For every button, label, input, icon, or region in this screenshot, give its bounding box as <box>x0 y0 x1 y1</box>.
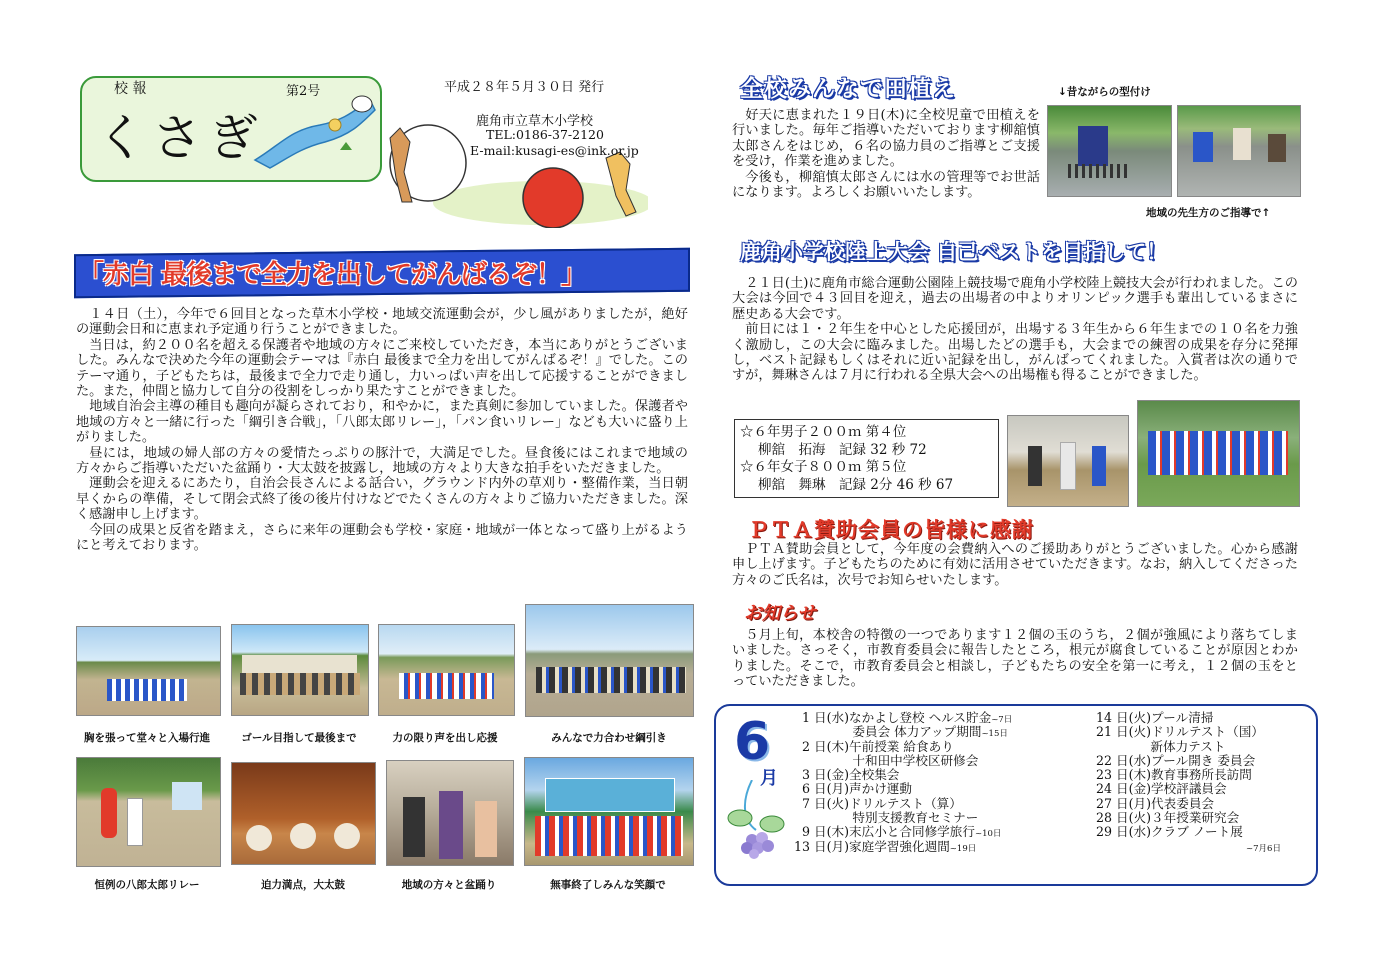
photo-cheer-squad <box>1007 415 1129 507</box>
sports-paragraph: 運動会を迎えるにあたり，自治会長さんによる話合い，グラウンド内外の草刈り・整備作業，当日朝早くからの準備，そして閉会式終了後の後片付けなどでたくさんの方々よりご協力いただきました。深く感謝申し上げます。 <box>76 476 688 523</box>
calendar-entry: 29 日(水)クラブ ノート展 <box>1096 824 1243 840</box>
calendar-entry: 新体力テスト <box>1096 738 1226 754</box>
calendar-entry: 3 日(金)全校集会 <box>802 767 900 783</box>
photo-rice-frame <box>1047 105 1172 197</box>
calendar-entry: 21 日(火)ドリルテスト（国） <box>1096 724 1264 740</box>
photo-tug-of-war <box>525 604 694 717</box>
pta-text: ＰＴＡ賛助会員として，今年度の会費納入へのご援助ありがとうございました。心から感謝申し上げます。子どもたちのために有効に活用させていただきます。なお，納入してくださった方々のご氏名は，次号でお知らせいたします。 <box>732 542 1298 588</box>
notice-headline: お知らせ <box>744 603 816 624</box>
notice-text: ５月上旬，本校舎の特徴の一つであります１２個の玉のうち，２個が強風により落ちてしまいました。さっそく，市教育委員会に報告したところ，根元が腐食していることが原因とわかりました。そこで，市教育委員会と相談し，子どもたちの安全を第一に考え，１２個の玉をとっていただきました。 <box>732 628 1298 690</box>
sports-paragraph: 地域自治会主導の種目も趣向が凝らされており，和やかに，また真剣に参加していました。保護者や地域の方々と一緒に行った「綱引き合戦」，「八郎太郎リレー」，「パン食いリレー」なども大いに盛り上がりました。 <box>76 399 688 446</box>
track-paragraph: ２１日(土)に鹿角市総合運動公園陸上競技場で鹿角小学校陸上競技大会が行われました。この大会は今回で４３回目を迎え，過去の出場者の中よりオリンピック選手も輩出しているまさに歴史ある大会です。 <box>732 276 1298 322</box>
photo-taiko <box>231 762 376 865</box>
photo-caption: 胸を張って堂々と入場行進 <box>84 732 210 744</box>
school-name: 鹿角市立草木小学校 <box>476 114 594 129</box>
photo-caption: 地域の方々と盆踊り <box>401 879 497 891</box>
photo-caption: 迫力満点，大太鼓 <box>261 879 345 891</box>
photo-group-smile <box>524 757 694 866</box>
photo-relay <box>76 757 221 867</box>
sports-paragraph: １４日（土），今年で６回目となった草木小学校・地域交流運動会が，少し風がありましたが，絶好の運動会日和に恵まれ予定通り行うことができました。 <box>76 307 688 338</box>
result-line: 柳舘 拓海 記録 32 秒 72 <box>758 441 927 458</box>
sports-headline: 「赤白 最後まで全力を出してがんばるぞ！」 <box>78 260 587 290</box>
rice-paragraph: 好天に恵まれた１９日(木)に全校児童で田植えを行いました。毎年ご指導いただいております柳舘慎太郎さんをはじめ，６名の協力員のご指導とご支援を受け，作業を進めました。 <box>732 108 1040 170</box>
photo-race-goal <box>231 624 369 716</box>
calendar-entry: 24 日(金)学校評議員会 <box>1096 781 1227 797</box>
calendar-entry: 7 日(火)ドリルテスト（算） <box>802 795 962 811</box>
calendar-entry: 特別支援教育セミナー <box>802 810 979 826</box>
photo-track-team <box>1137 400 1300 507</box>
calendar-entry: 27 日(月)代表委員会 <box>1096 795 1215 811</box>
track-article <box>732 276 1298 384</box>
pta-headline: ＰＴＡ賛助会員の皆様に感謝 <box>748 518 1034 542</box>
school-email: E-mail:kusagi-es@ink.or.jp <box>470 143 639 158</box>
sports-paragraph: 今回の成果と反省を踏まえ，さらに来年の運動会も学校・家庭・地域が一体となって盛り上がるようにと考えております。 <box>76 522 688 554</box>
track-headline: 鹿角小学校陸上大会 自己ベストを目指して！ <box>740 240 1168 264</box>
hydrangea-icon <box>722 780 792 860</box>
photo-caption: 無事終了しみんな笑顔で <box>550 879 666 891</box>
rice-article <box>732 108 1040 200</box>
calendar-entry: 6 日(月)声かけ運動 <box>802 781 912 797</box>
rice-note-top: ↓昔ながらの型付け <box>1058 86 1151 98</box>
calendar-entry: 28 日(火)３年授業研究会 <box>1096 810 1240 826</box>
track-paragraph: 前日には１・２年生を中心とした応援団が，出場する３年生から６年生までの１０名を力強く激励し，この大会に臨みました。出場したどの選手も，大会までの練習の成果を存分に発揮し，ベスト記録もしくはそれに近い記録を出し，がんばってくれました。入賞者は次の通りですが，舞琳さんは７月に行われる全県大会への出場権も得ることができました。 <box>732 322 1298 384</box>
calendar-left-column <box>794 710 1013 854</box>
result-line: ☆６年女子８００ｍ 第５位 <box>740 459 907 475</box>
masthead-title: くさぎ <box>96 109 264 167</box>
photo-rice-planting <box>1177 105 1301 197</box>
result-line: ☆６年男子２００ｍ 第４位 <box>740 424 907 440</box>
track-results <box>740 424 953 494</box>
photo-caption: みんなで力合わせ綱引き <box>551 732 667 744</box>
river-illustration <box>250 90 380 170</box>
photo-bon-dance <box>386 760 514 866</box>
calendar-month-kanji: 月 <box>760 768 778 789</box>
masthead-label: 校 報 <box>114 81 147 97</box>
photo-caption: 力の限り声を出し応援 <box>392 732 498 744</box>
calendar-entry: ~7月6日 <box>1246 843 1281 854</box>
calendar-entry: 1 日(水)なかよし登校 ヘルス貯金~7日 <box>802 710 1013 725</box>
calendar-entry: 14 日(火)プール清掃 <box>1096 710 1214 725</box>
photo-caption: ゴール目指して最後まで <box>241 732 357 744</box>
masthead-issue: 第2号 <box>286 84 321 99</box>
sports-paragraph: 当日は，約２００名を超える保護者や地域の方々にご来校していただき，本当にありがとうございました。みんなで決めた今年の運動会テーマは『赤白 最後まで全力を出してがんばるぞ！』でした。このテーマ通り，子どもたちは，最後まで全力で走り通し，力いっぱい声を出して応援することができました。また，仲間と協力して自分の役割をしっかり果たすことができました。 <box>76 337 688 400</box>
rice-note-bottom: 地域の先生方のご指導で↑ <box>1146 207 1271 219</box>
rice-headline: 全校みんなで田植え <box>740 76 956 102</box>
photo-entrance-march <box>76 626 221 716</box>
calendar-right-column <box>1096 711 1281 854</box>
calendar-entry: 22 日(水)プール開き 委員会 <box>1096 752 1256 768</box>
school-tel: TEL:0186-37-2120 <box>486 127 604 142</box>
photo-caption: 恒例の八郎太郎リレー <box>94 879 200 891</box>
result-line: 柳舘 舞琳 記録 2分 46 秒 67 <box>758 476 954 493</box>
calendar-entry: 23 日(木)教育事務所長訪問 <box>1096 767 1252 783</box>
rice-paragraph: 今後も，柳舘慎太郎さんには水の管理等でお世話になります。よろしくお願いいたします。 <box>732 169 1040 201</box>
calendar-month-number: 6 <box>734 712 771 772</box>
sports-paragraph: 昼には，地域の婦人部の方々の愛情たっぷりの豚汁で，大満足でした。昼食後にはこれまで地域の方々からご指導いただいた盆踊り・大太鼓を披露し，地域の方々より大きな拍手をいただきました。 <box>76 445 688 477</box>
photo-cheering <box>378 624 515 716</box>
calendar-entry: 十和田中学校区研修会 <box>802 752 979 768</box>
calendar-entry: 9 日(木)末広小と合同修学旅行~10日 <box>802 824 1002 840</box>
calendar-entry: 委員会 体力アップ期間~15日 <box>802 724 1008 740</box>
calendar-entry: 13 日(月)家庭学習強化週間~19日 <box>794 838 977 854</box>
calendar-entry: 2 日(木)午前授業 給食あり <box>802 738 954 754</box>
sports-article <box>76 307 688 554</box>
issue-date: 平成２８年５月３０日 発行 <box>444 80 605 95</box>
